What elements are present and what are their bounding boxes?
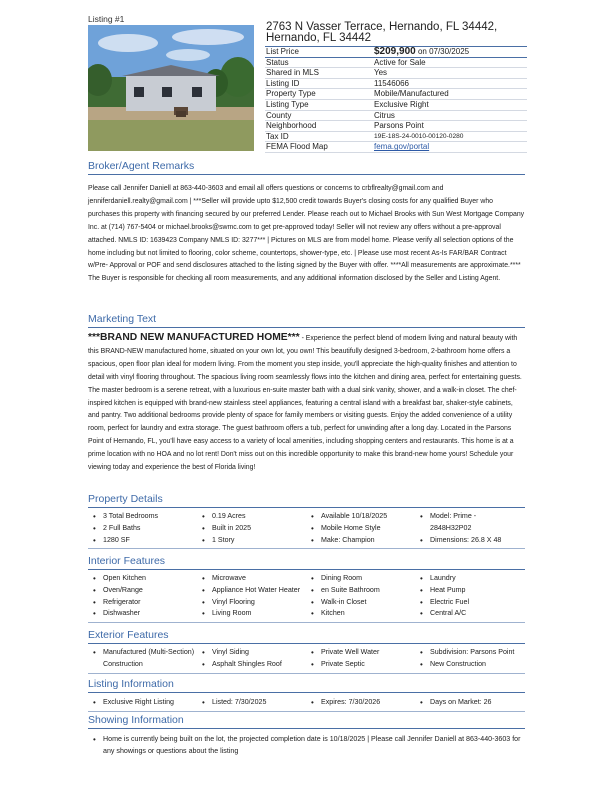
list-item: • Microwave [197, 573, 306, 585]
list-item: • en Suite Bathroom [306, 585, 415, 597]
list-item: • Manufactured (Multi-Section) Construction [88, 647, 197, 671]
fact-row-status [265, 58, 527, 69]
list-item: • Mobile Home Style [306, 523, 415, 535]
list-item: • Refrigerator [88, 597, 197, 609]
listing-information-title: Listing Information [88, 678, 525, 693]
fact-row-neighborhood [265, 121, 527, 132]
list-item: • Private Septic [306, 659, 415, 671]
list-item: • Electric Fuel [415, 597, 525, 609]
exterior-features-list [88, 647, 525, 674]
fact-row-fema [265, 142, 527, 153]
list-item: • Vinyl Siding [197, 647, 306, 659]
fact-label: List Price [266, 47, 299, 56]
fact-value: Exclusive Right [374, 99, 429, 109]
fact-row-tax-id [265, 132, 527, 143]
list-item: • Vinyl Flooring [197, 597, 306, 609]
fact-value: 19E-18S-24-0010-00120-0280 [374, 132, 464, 140]
list-item: • Dimensions: 26.8 X 48 [415, 535, 525, 547]
marketing-text [88, 332, 525, 475]
list-item: • Walk-in Closet [306, 597, 415, 609]
fact-value [374, 142, 527, 152]
list-item: • Listed: 7/30/2025 [197, 697, 306, 709]
list-item: • Open Kitchen [88, 573, 197, 585]
fact-row-property-type [265, 89, 527, 100]
list-item: • 1 Story [197, 535, 306, 547]
fact-label: Listing Type [266, 99, 309, 109]
list-item: • Laundry [415, 573, 525, 585]
list-item: • Central A/C [415, 608, 525, 620]
showing-information-text: • Home is currently being built on the lot, the projected completion date is 10/18/2025 | Please call Jennifer Daniell at 863-440-3603 for any showings or questions about the listing [88, 734, 525, 758]
marketing-lead: ***BRAND NEW MANUFACTURED HOME*** [88, 332, 300, 343]
fact-row-county [265, 111, 527, 122]
list-item: • Exclusive Right Listing [88, 697, 197, 709]
property-photo[interactable] [88, 25, 254, 151]
list-item: • Subdivision: Parsons Point [415, 647, 525, 659]
list-item: • Days on Market: 26 [415, 697, 525, 709]
marketing-title: Marketing Text [88, 313, 525, 328]
fema-link[interactable]: fema.gov/portal [374, 142, 430, 152]
fact-label: County [266, 110, 292, 120]
list-item: • 3 Total Bedrooms [88, 511, 197, 523]
fact-label: Listing ID [266, 78, 300, 88]
fact-label: Tax ID [266, 131, 289, 141]
remarks-title: Broker/Agent Remarks [88, 160, 525, 175]
list-item: • Kitchen [306, 608, 415, 620]
list-item: • Available 10/18/2025 [306, 511, 415, 523]
fact-value [374, 47, 527, 57]
listing-information-list [88, 697, 525, 712]
list-item: • Oven/Range [88, 585, 197, 597]
property-details-title: Property Details [88, 493, 525, 508]
list-item: • Appliance Hot Water Heater [197, 585, 306, 597]
list-item: • Built in 2025 [197, 523, 306, 535]
fact-row-shared-mls [265, 68, 527, 79]
list-item: • Make: Champion [306, 535, 415, 547]
list-item: • 0.19 Acres [197, 511, 306, 523]
fact-label: Status [266, 57, 289, 67]
list-item: • New Construction [415, 659, 525, 671]
property-details-list [88, 511, 525, 549]
list-item: • Private Well Water [306, 647, 415, 659]
fact-label: Property Type [266, 89, 316, 99]
fact-label: Neighborhood [266, 121, 317, 131]
list-item: • 1280 SF [88, 535, 197, 547]
showing-information-title: Showing Information [88, 714, 525, 729]
fact-row-listing-id [265, 79, 527, 90]
list-item: • Asphalt Shingles Roof [197, 659, 306, 671]
fact-row-listing-type [265, 100, 527, 111]
exterior-features-title: Exterior Features [88, 629, 525, 644]
list-item: • Dishwasher [88, 608, 197, 620]
list-item: 2848H32P02 [430, 523, 472, 532]
fact-value: Yes [374, 68, 388, 78]
list-item: • Expires: 7/30/2026 [306, 697, 415, 709]
list-item: • Model: Prime - [415, 511, 525, 523]
list-item: • Dining Room [306, 573, 415, 585]
fact-label: Shared in MLS [266, 68, 319, 78]
listing-number: Listing #1 [88, 14, 125, 24]
marketing-body: - Experience the perfect blend of modern living and natural beauty with this BRAND-NEW manufactured home, situated on your own lot, you own! This beautifully designed 3-bedroom, 2-bathroom home offers a spacious, open floor plan ideal for modern living. From the moment you step inside, you'll appreciate the high-quality finishes and attention to detail with vinyl flooring throughout. The spacious living room seamlessly flows into the kitchen and dining area, perfect for entertaining guests. The master bedroom is a serene retreat, with a luxurious en-suite master bath with a dual sink vanity, shower, and a walk-in closet. The chef-inspired kitchen is equipped with brand-new stainless steel appliances, featuring a central island with a breakfast bar, shaker-style cabinets, and pantry. Two additional bedrooms provide plenty of space for family members or visiting guests. Enjoy the added convenience of a utility room, perfect for laundry and extra storage. The guest bathroom offers a tub, perfect for unwinding after a long day. Located in the Parsons Point of Hernando, FL, you'll have easy access to a variety of local amenities, including shopping centers and restaurants. This home is at a prime location with no HOA and no lot rent! Don't miss out on this incredible opportunity to make this brand-new home yours! Schedule your viewing today and experience the best of Florida living! [88, 335, 522, 472]
fact-value: Citrus [374, 110, 395, 120]
interior-features-title: Interior Features [88, 555, 525, 570]
list-date: on 07/30/2025 [415, 47, 470, 56]
list-item: • 2 Full Baths [88, 523, 197, 535]
interior-features-list [88, 573, 525, 623]
fact-row-list-price [265, 47, 527, 58]
fact-value: Parsons Point [374, 121, 424, 131]
property-address [266, 22, 528, 43]
list-item: • Heat Pump [415, 585, 525, 597]
fact-value: 11546066 [374, 78, 409, 88]
address-line1: 2763 N Vasser Terrace, Hernando, FL 34442, [266, 21, 498, 33]
facts-table [265, 46, 527, 153]
fact-label: FEMA Flood Map [266, 142, 328, 152]
fact-value: Active for Sale [374, 57, 426, 67]
list-item: • Living Room [197, 608, 306, 620]
address-line2: Hernando, FL 34442 [266, 31, 372, 44]
fact-value: Mobile/Manufactured [374, 89, 449, 99]
remarks-text: Please call Jennifer Daniell at 863-440-3603 and email all offers questions or concerns to crbflrealty@gmail.com and jenniferdaniell.realty@gmail.com | ***Seller will provide upto $12,500 credit towards Buyer's closing costs for any qualified Buyer who purchases this property with financing secured by our preferred Lender. Please reach out to Michael Brooks with Sun West Mortgage Company Inc. at (714) 767-5404 or michael.brooks@swmc.com to get pre-approved today! Seller will not review any offers without a pre-approval attached. NMLS ID: 1639423 Company NMLS ID: 3277*** | Pictures on MLS are from model home. Please verify all selection options of the home including but not limited to flooring, color scheme, countertops, shower-type, etc. | Please use most recent As-Is FAR/BAR Contract w/Pre- Approval or POF and send disclosures attached to the listing signed by the Buyer with offer. ****All measurements are approximate.**** The Buyer is responsible for checking all room measurements, and any additional information disclosed by the Seller and Listing Agent. [88, 185, 525, 283]
list-price: $209,900 [374, 46, 416, 57]
